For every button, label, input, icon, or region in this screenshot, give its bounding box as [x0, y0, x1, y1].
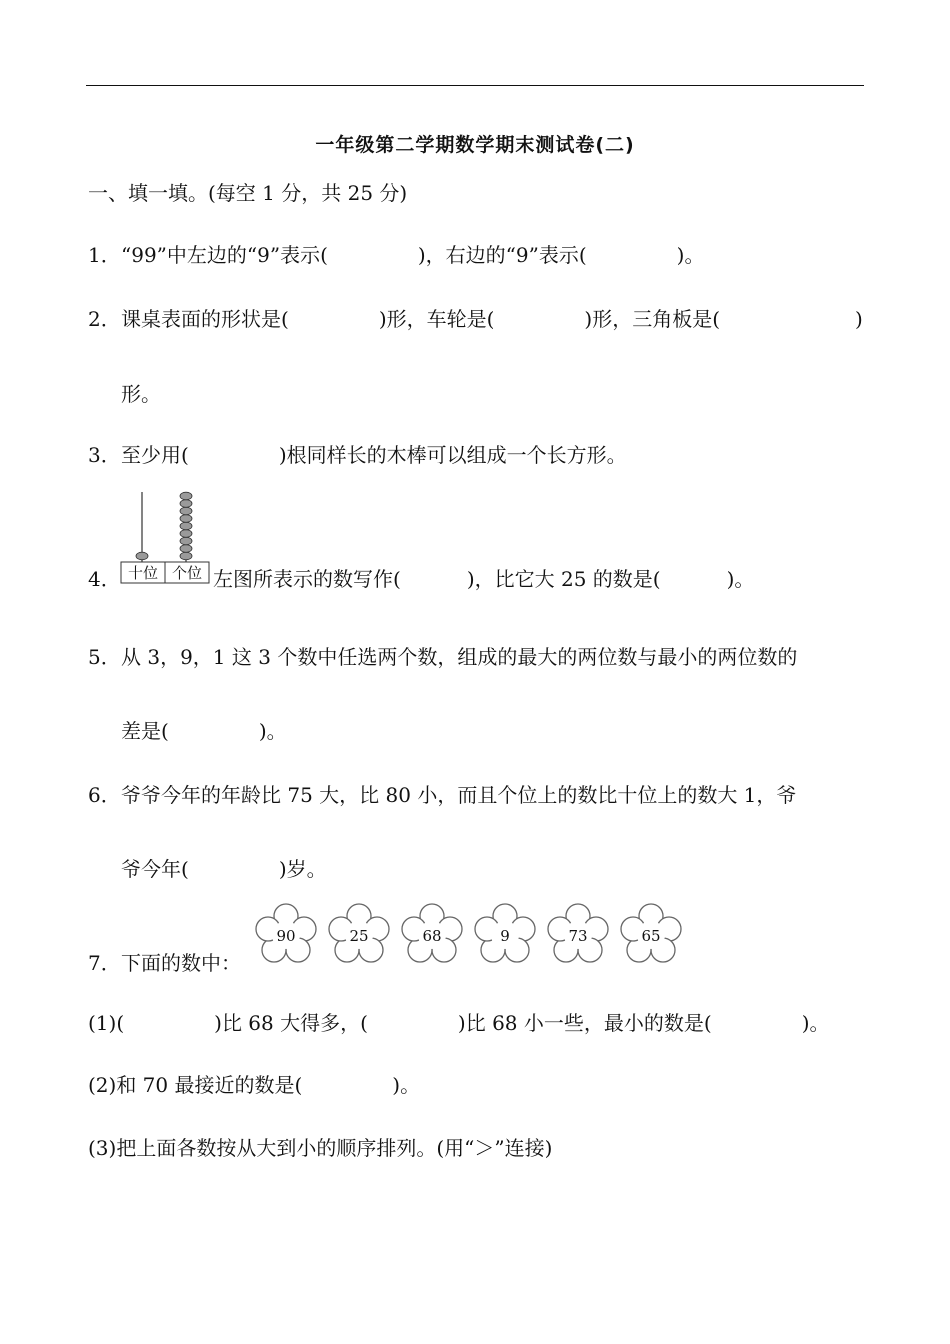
flower-numbers [253, 902, 693, 972]
question-5: 5．从 3，9，1 这 3 个数中任选两个数，组成的最大的两位数与最小的两位数的 [88, 645, 798, 669]
abacus-bead [180, 537, 192, 545]
flower-number: 9 [500, 927, 510, 945]
question-2: 2．课桌表面的形状是( )形，车轮是( )形，三角板是( ) [88, 307, 863, 331]
question-6-continued: 爷今年( )岁。 [121, 857, 327, 881]
question-7-part-2: (2)和 70 最接近的数是( )。 [88, 1073, 421, 1097]
abacus-bead [180, 515, 192, 523]
flower-card [399, 902, 465, 968]
question-4: 4． 左图所表示的数写作( )，比它大 25 的数是( )。 [88, 567, 755, 591]
question-1: 1．“99”中左边的“9”表示( )，右边的“9”表示( )。 [88, 243, 705, 267]
question-number: 2． [88, 307, 121, 331]
abacus-bead [180, 522, 192, 530]
question-7-part-1: (1)( )比 68 大得多，( )比 68 小一些，最小的数是( )。 [88, 1011, 830, 1035]
question-number: 4． [88, 567, 121, 591]
flower-card [545, 902, 611, 968]
flower-number: 90 [276, 927, 296, 945]
header-rule [86, 85, 864, 86]
section-heading: 一、填一填。(每空 1 分，共 25 分) [88, 181, 408, 205]
abacus-ones-label: 个位 [171, 564, 203, 582]
abacus-bead [180, 545, 192, 553]
question-number: 1． [88, 243, 121, 267]
question-number: 3． [88, 443, 121, 467]
question-7-part-3: (3)把上面各数按从大到小的顺序排列。(用“＞”连接) [88, 1136, 553, 1160]
flower-card [253, 902, 319, 968]
abacus-bead [136, 552, 148, 560]
flower-number: 73 [568, 927, 588, 945]
abacus-tens-label: 十位 [127, 564, 159, 582]
question-7: 7．下面的数中： [88, 951, 241, 975]
flower-number: 25 [349, 927, 369, 945]
abacus-ones-beads [180, 492, 192, 560]
question-3: 3．至少用( )根同样长的木棒可以组成一个长方形。 [88, 443, 627, 467]
abacus-bead [180, 530, 192, 538]
question-number: 5． [88, 645, 121, 669]
abacus-bead [180, 492, 192, 500]
question-6: 6．爷爷今年的年龄比 75 大，比 80 小，而且个位上的数比十位上的数大 1，爷 [88, 783, 797, 807]
flower-card [326, 902, 392, 968]
flower-number: 65 [641, 927, 661, 945]
question-number: 7． [88, 951, 121, 975]
abacus-bead [180, 507, 192, 515]
flower-card [472, 902, 538, 968]
abacus-bead [180, 500, 192, 508]
question-number: 6． [88, 783, 121, 807]
abacus-bead [180, 552, 192, 560]
question-2-continued: 形。 [121, 382, 161, 406]
flower-card [618, 902, 684, 968]
page-title: 一年级第二学期数学期末测试卷(二) [315, 134, 635, 156]
flower-number: 68 [422, 927, 442, 945]
question-5-continued: 差是( )。 [121, 719, 287, 743]
